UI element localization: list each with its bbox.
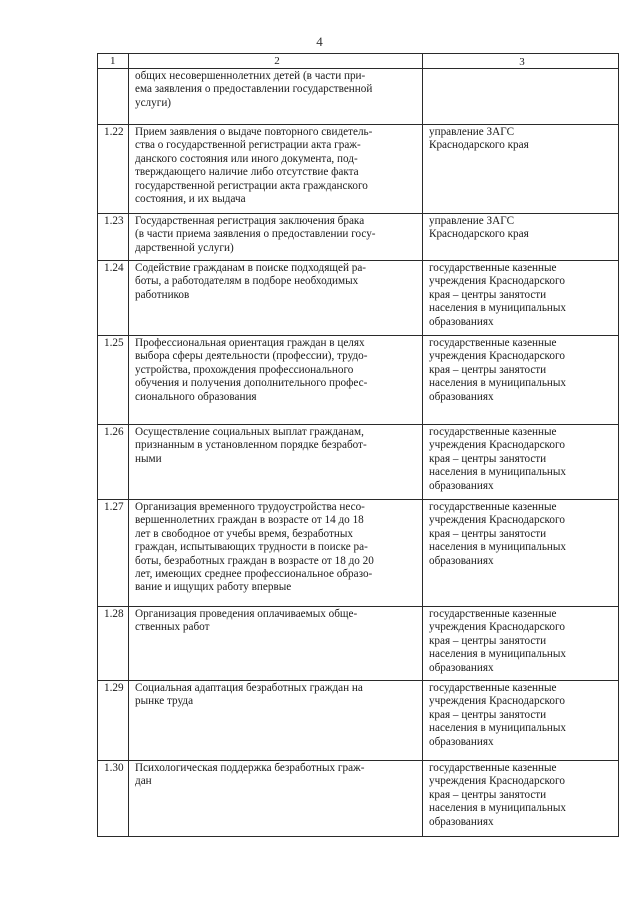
table-header-row bbox=[98, 54, 619, 69]
row-number: 1.30 bbox=[98, 761, 129, 837]
table-row bbox=[98, 425, 619, 500]
page-number: 4 bbox=[316, 34, 323, 49]
table-row bbox=[98, 607, 619, 681]
service-name: Прием заявления о выдаче повторного свидетель- ства о государственной регистрации акта граж- данского состояния или иного документа, под- тверждающего наличие либо отсутствие факта государственной регистрации акта гражданского состояния, и их выдача bbox=[129, 125, 423, 214]
service-name: Организация проведения оплачиваемых обще- ственных работ bbox=[129, 607, 423, 681]
service-name: Осуществление социальных выплат гражданам, признанным в установленном порядке безработ- ными bbox=[129, 425, 423, 500]
table-row bbox=[98, 261, 619, 336]
services-table bbox=[97, 53, 619, 837]
service-name: Профессиональная ориентация граждан в целях выбора сферы деятельности (профессии), трудо- устройства, прохождения профессионального обучения и получения дополнительного профес- сионального образования bbox=[129, 336, 423, 425]
responsible-agency: государственные казенные учреждения Краснодарского края – центры занятости населения в муниципальных образованиях bbox=[423, 336, 619, 425]
header-col-3: 3 bbox=[423, 54, 619, 69]
table-row bbox=[98, 761, 619, 837]
service-name: Социальная адаптация безработных граждан на рынке труда bbox=[129, 681, 423, 761]
responsible-agency bbox=[423, 69, 619, 125]
responsible-agency: государственные казенные учреждения Краснодарского края – центры занятости населения в муниципальных образованиях bbox=[423, 681, 619, 761]
service-name: Содействие гражданам в поиске подходящей ра- боты, а работодателям в подборе необходимых работников bbox=[129, 261, 423, 336]
table-row bbox=[98, 69, 619, 125]
row-number: 1.23 bbox=[98, 214, 129, 261]
row-number: 1.29 bbox=[98, 681, 129, 761]
responsible-agency: государственные казенные учреждения Краснодарского края – центры занятости населения в муниципальных образованиях bbox=[423, 607, 619, 681]
responsible-agency: государственные казенные учреждения Краснодарского края – центры занятости населения в муниципальных образованиях bbox=[423, 425, 619, 500]
row-number bbox=[98, 69, 129, 125]
row-number: 1.24 bbox=[98, 261, 129, 336]
service-name: Организация временного трудоустройства несо- вершеннолетних граждан в возрасте от 14 до 18 лет в свободное от учебы время, безработных граждан, испытывающих трудности в поиске ра- боты, безработных граждан в возрасте от 18 до 20 лет, имеющих среднее профессиональное образо- вание и ищущих работу впервые bbox=[129, 500, 423, 607]
service-name: общих несовершеннолетних детей (в части при- ема заявления о предоставлении государственной услуги) bbox=[129, 69, 423, 125]
table-row bbox=[98, 125, 619, 214]
table-row bbox=[98, 214, 619, 261]
responsible-agency: государственные казенные учреждения Краснодарского края – центры занятости населения в муниципальных образованиях bbox=[423, 761, 619, 837]
service-name: Государственная регистрация заключения брака (в части приема заявления о предоставлении госу- дарственной услуги) bbox=[129, 214, 423, 261]
responsible-agency: управление ЗАГС Краснодарского края bbox=[423, 214, 619, 261]
row-number: 1.26 bbox=[98, 425, 129, 500]
row-number: 1.25 bbox=[98, 336, 129, 425]
row-number: 1.22 bbox=[98, 125, 129, 214]
table-row bbox=[98, 336, 619, 425]
header-col-1: 1 bbox=[98, 54, 129, 69]
responsible-agency: государственные казенные учреждения Краснодарского края – центры занятости населения в муниципальных образованиях bbox=[423, 261, 619, 336]
table-row bbox=[98, 500, 619, 607]
row-number: 1.27 bbox=[98, 500, 129, 607]
responsible-agency: государственные казенные учреждения Краснодарского края – центры занятости населения в муниципальных образованиях bbox=[423, 500, 619, 607]
service-name: Психологическая поддержка безработных граж- дан bbox=[129, 761, 423, 837]
table-row bbox=[98, 681, 619, 761]
header-col-2: 2 bbox=[129, 54, 423, 69]
responsible-agency: управление ЗАГС Краснодарского края bbox=[423, 125, 619, 214]
row-number: 1.28 bbox=[98, 607, 129, 681]
